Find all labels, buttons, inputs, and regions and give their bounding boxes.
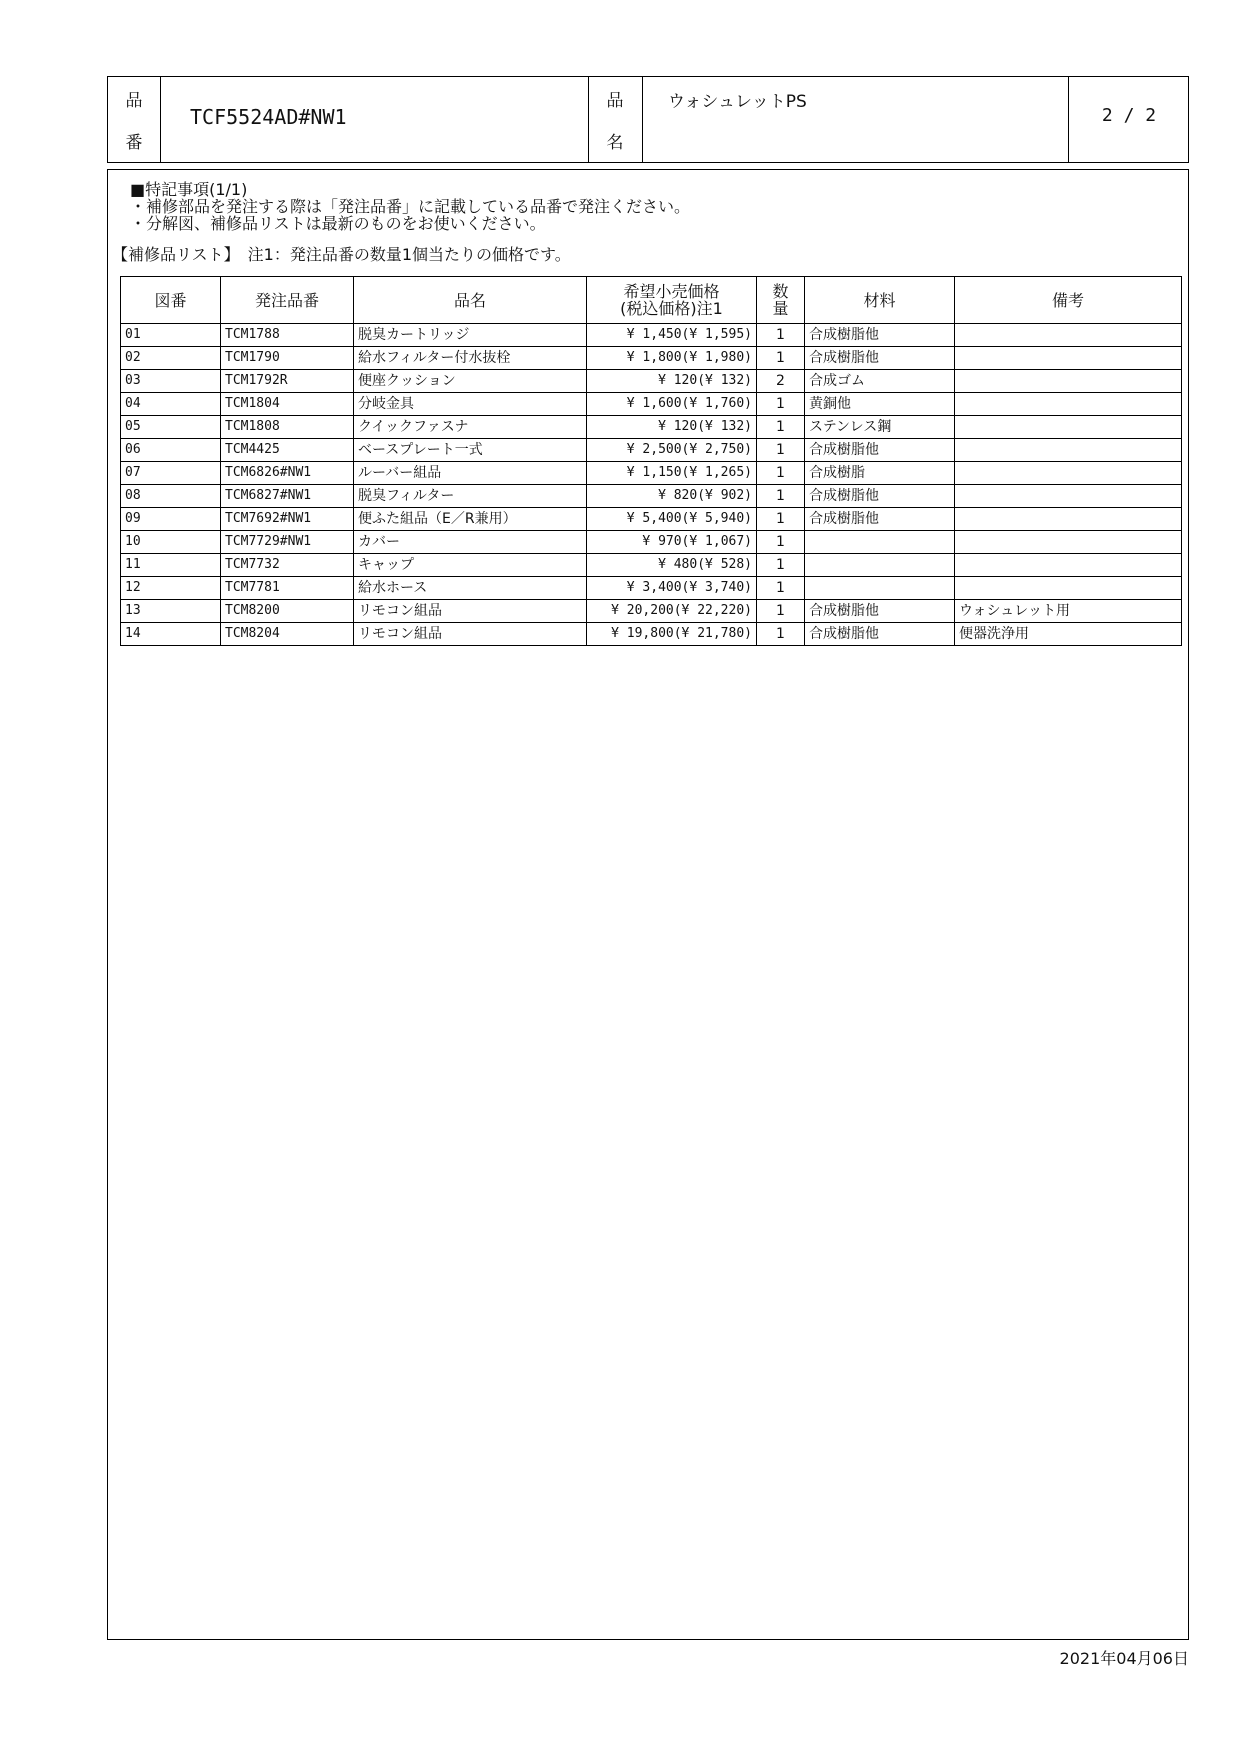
material-cell: 黄銅他 <box>805 393 955 416</box>
fig-cell: 03 <box>121 370 221 393</box>
price-cell: ¥ 2,500(¥ 2,750) <box>587 439 757 462</box>
material-cell: ステンレス鋼 <box>805 416 955 439</box>
header-price <box>587 277 757 324</box>
special-notes <box>130 181 690 232</box>
notes-line-2: ・分解図、補修品リストは最新のものをお使いください。 <box>130 214 546 233</box>
table-row <box>121 531 1182 554</box>
fig-cell: 14 <box>121 623 221 646</box>
qty-cell: 2 <box>757 370 805 393</box>
fig-cell: 08 <box>121 485 221 508</box>
table-row <box>121 462 1182 485</box>
table-header-row <box>121 277 1182 324</box>
table-row <box>121 623 1182 646</box>
order-no-cell: TCM1788 <box>221 324 354 347</box>
qty-cell: 1 <box>757 485 805 508</box>
table-row <box>121 324 1182 347</box>
material-cell: 合成樹脂他 <box>805 600 955 623</box>
qty-cell: 1 <box>757 462 805 485</box>
name-cell: リモコン組品 <box>354 623 587 646</box>
material-cell: 合成ゴム <box>805 370 955 393</box>
name-cell: クイックファスナ <box>354 416 587 439</box>
order-no-cell: TCM1790 <box>221 347 354 370</box>
fig-cell: 04 <box>121 393 221 416</box>
material-cell: 合成樹脂他 <box>805 508 955 531</box>
order-no-cell: TCM8204 <box>221 623 354 646</box>
parts-table <box>120 276 1182 646</box>
name-cell: 脱臭フィルター <box>354 485 587 508</box>
order-no-cell: TCM1792R <box>221 370 354 393</box>
price-cell: ¥ 120(¥ 132) <box>587 416 757 439</box>
notes-title: ■特記事項(1/1) <box>130 180 248 199</box>
order-no-cell: TCM6827#NW1 <box>221 485 354 508</box>
price-cell: ¥ 1,800(¥ 1,980) <box>587 347 757 370</box>
name-cell: 給水ホース <box>354 577 587 600</box>
order-no-cell: TCM7692#NW1 <box>221 508 354 531</box>
product-code-label <box>108 77 160 162</box>
table-row <box>121 393 1182 416</box>
fig-cell: 11 <box>121 554 221 577</box>
qty-cell: 1 <box>757 508 805 531</box>
product-code-label-char-2: 番 <box>125 133 143 154</box>
remarks-cell <box>955 439 1182 462</box>
material-cell: 合成樹脂他 <box>805 324 955 347</box>
fig-cell: 07 <box>121 462 221 485</box>
product-name-label <box>588 77 642 162</box>
table-row <box>121 554 1182 577</box>
name-cell: 便ふた組品（E／R兼用） <box>354 508 587 531</box>
product-code: TCF5524AD#NW1 <box>190 105 347 129</box>
name-cell: カバー <box>354 531 587 554</box>
name-cell: 給水フィルター付水抜栓 <box>354 347 587 370</box>
qty-cell: 1 <box>757 416 805 439</box>
table-row <box>121 347 1182 370</box>
remarks-cell <box>955 554 1182 577</box>
table-row <box>121 577 1182 600</box>
order-no-cell: TCM1808 <box>221 416 354 439</box>
price-cell: ¥ 1,600(¥ 1,760) <box>587 393 757 416</box>
price-cell: ¥ 19,800(¥ 21,780) <box>587 623 757 646</box>
divider <box>642 77 643 162</box>
order-no-cell: TCM4425 <box>221 439 354 462</box>
document-date: 2021年04月06日 <box>1059 1649 1189 1668</box>
remarks-cell <box>955 370 1182 393</box>
header-qty-line-2: 量 <box>772 299 789 318</box>
price-cell: ¥ 1,450(¥ 1,595) <box>587 324 757 347</box>
order-no-cell: TCM7729#NW1 <box>221 531 354 554</box>
qty-cell: 1 <box>757 623 805 646</box>
remarks-cell <box>955 508 1182 531</box>
qty-cell: 1 <box>757 393 805 416</box>
fig-cell: 02 <box>121 347 221 370</box>
name-cell: 便座クッション <box>354 370 587 393</box>
qty-cell: 1 <box>757 439 805 462</box>
notes-line-1: ・補修部品を発注する際は「発注品番」に記載している品番で発注ください。 <box>130 197 691 216</box>
main-content-box <box>107 169 1189 1640</box>
material-cell: 合成樹脂他 <box>805 623 955 646</box>
order-no-cell: TCM7781 <box>221 577 354 600</box>
fig-cell: 10 <box>121 531 221 554</box>
header-price-line-2: (税込価格)注1 <box>620 299 723 318</box>
qty-cell: 1 <box>757 554 805 577</box>
order-no-cell: TCM1804 <box>221 393 354 416</box>
fig-cell: 01 <box>121 324 221 347</box>
price-cell: ¥ 5,400(¥ 5,940) <box>587 508 757 531</box>
fig-cell: 06 <box>121 439 221 462</box>
header-qty <box>757 277 805 324</box>
qty-cell: 1 <box>757 531 805 554</box>
fig-cell: 09 <box>121 508 221 531</box>
parts-list-title: 【補修品リスト】 注1：発注品番の数量1個当たりの価格です。 <box>112 245 571 264</box>
name-cell: ベースプレート一式 <box>354 439 587 462</box>
header-box <box>107 76 1189 163</box>
price-cell: ¥ 120(¥ 132) <box>587 370 757 393</box>
header-material: 材料 <box>805 277 955 324</box>
qty-cell: 1 <box>757 577 805 600</box>
material-cell: 合成樹脂他 <box>805 439 955 462</box>
price-cell: ¥ 480(¥ 528) <box>587 554 757 577</box>
remarks-cell <box>955 485 1182 508</box>
fig-cell: 12 <box>121 577 221 600</box>
table-row <box>121 370 1182 393</box>
product-name-label-char-2: 名 <box>606 133 624 154</box>
price-cell: ¥ 820(¥ 902) <box>587 485 757 508</box>
header-order-no: 発注品番 <box>221 277 354 324</box>
qty-cell: 1 <box>757 347 805 370</box>
name-cell: リモコン組品 <box>354 600 587 623</box>
remarks-cell <box>955 347 1182 370</box>
table-row <box>121 600 1182 623</box>
remarks-cell <box>955 462 1182 485</box>
header-price-line-1: 希望小売価格 <box>623 282 720 301</box>
remarks-cell: 便器洗浄用 <box>955 623 1182 646</box>
remarks-cell: ウォシュレット用 <box>955 600 1182 623</box>
name-cell: ルーバー組品 <box>354 462 587 485</box>
page-number: 2 / 2 <box>1101 105 1157 126</box>
table-row <box>121 485 1182 508</box>
name-cell: キャップ <box>354 554 587 577</box>
header-name: 品名 <box>354 277 587 324</box>
table-row <box>121 416 1182 439</box>
order-no-cell: TCM8200 <box>221 600 354 623</box>
material-cell <box>805 577 955 600</box>
product-name: ウォシュレットPS <box>668 92 807 112</box>
material-cell: 合成樹脂他 <box>805 347 955 370</box>
table-row <box>121 508 1182 531</box>
header-qty-line-1: 数 <box>772 282 789 301</box>
remarks-cell <box>955 577 1182 600</box>
remarks-cell <box>955 393 1182 416</box>
divider <box>160 77 161 162</box>
header-remarks: 備考 <box>955 277 1182 324</box>
remarks-cell <box>955 531 1182 554</box>
price-cell: ¥ 1,150(¥ 1,265) <box>587 462 757 485</box>
product-code-label-char-1: 品 <box>125 90 143 111</box>
fig-cell: 13 <box>121 600 221 623</box>
name-cell: 脱臭カートリッジ <box>354 324 587 347</box>
material-cell: 合成樹脂他 <box>805 485 955 508</box>
qty-cell: 1 <box>757 600 805 623</box>
material-cell <box>805 554 955 577</box>
remarks-cell <box>955 416 1182 439</box>
product-name-label-char-1: 品 <box>606 90 624 111</box>
header-fig: 図番 <box>121 277 221 324</box>
remarks-cell <box>955 324 1182 347</box>
material-cell <box>805 531 955 554</box>
order-no-cell: TCM6826#NW1 <box>221 462 354 485</box>
material-cell: 合成樹脂 <box>805 462 955 485</box>
table-row <box>121 439 1182 462</box>
qty-cell: 1 <box>757 324 805 347</box>
fig-cell: 05 <box>121 416 221 439</box>
name-cell: 分岐金具 <box>354 393 587 416</box>
table-body <box>121 324 1182 646</box>
order-no-cell: TCM7732 <box>221 554 354 577</box>
price-cell: ¥ 3,400(¥ 3,740) <box>587 577 757 600</box>
price-cell: ¥ 970(¥ 1,067) <box>587 531 757 554</box>
price-cell: ¥ 20,200(¥ 22,220) <box>587 600 757 623</box>
